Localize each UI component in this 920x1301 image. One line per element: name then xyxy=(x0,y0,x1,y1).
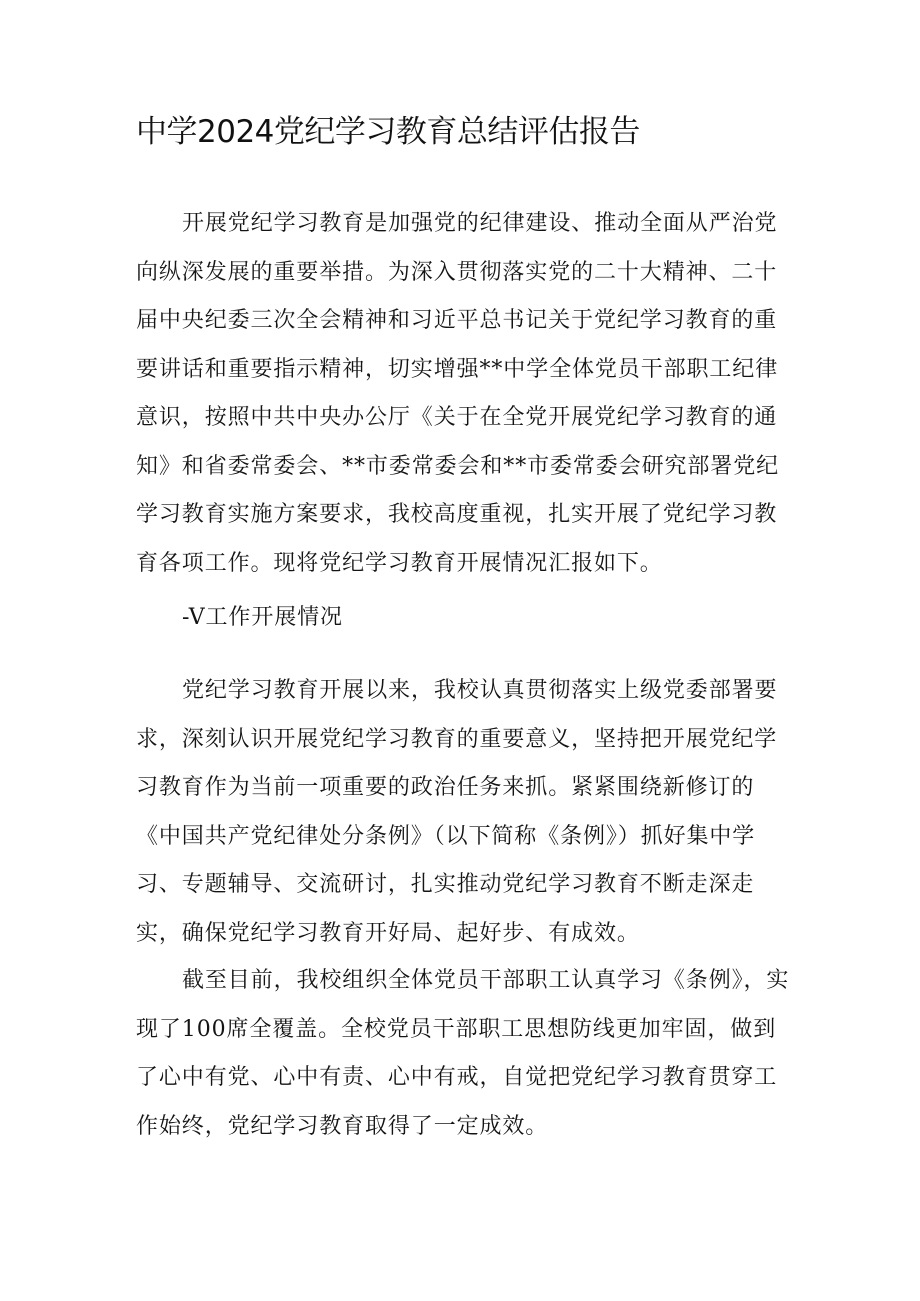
paragraph-results: 截至目前，我校组织全体党员干部职工认真学习《条例》，实现了100席全覆盖。全校党员干部职工思想防线更加牢固，做到了心中有党、心中有责、心中有戒，自觉把党纪学习教育贯穿工作始终，党纪学习教育取得了一定成效。 xyxy=(136,968,790,1139)
intro-paragraph: 开展党纪学习教育是加强党的纪律建设、推动全面从严治党向纵深发展的重要举措。为深入贯彻落实党的二十大精神、二十届中央纪委三次全会精神和习近平总书记关于党纪学习教育的重要讲话和重要指示精神，切实增强**中学全体党员干部职工纪律意识，按照中共中央办公厅《关于在全党开展党纪学习教育的通知》和省委常委会、**市委常委会和**市委常委会研究部署党纪学习教育实施方案要求，我校高度重视，扎实开展了党纪学习教育各项工作。现将党纪学习教育开展情况汇报如下。 xyxy=(136,211,780,576)
work-progress-section xyxy=(136,667,796,958)
section-heading-block xyxy=(136,594,796,643)
document-title: 中学2024党纪学习教育总结评估报告 xyxy=(136,114,640,150)
intro-section xyxy=(136,200,796,588)
paragraph-work-progress: 党纪学习教育开展以来，我校认真贯彻落实上级党委部署要求，深刻认识开展党纪学习教育的重要意义，坚持把开展党纪学习教育作为当前一项重要的政治任务来抓。紧紧围绕新修订的《中国共产党纪律处分条例》（以下简称《条例》）抓好集中学习、专题辅导、交流研讨，扎实推动党纪学习教育不断走深走实，确保党纪学习教育开好局、起好步、有成效。 xyxy=(136,678,778,946)
section-heading: -V工作开展情况 xyxy=(182,605,343,630)
results-section xyxy=(136,957,796,1151)
